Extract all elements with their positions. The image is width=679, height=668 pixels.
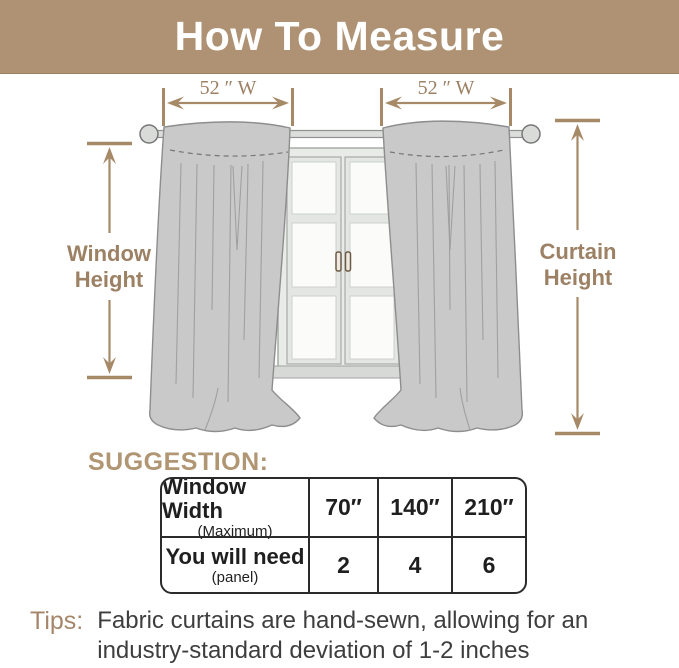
tips-note	[30, 606, 657, 666]
page-title: How To Measure	[174, 13, 505, 59]
curtain-panel-left	[150, 122, 300, 432]
table-cell-width-210: 210″	[451, 479, 525, 536]
window-sill	[268, 366, 416, 378]
panel-width-label-right: 52 ″ W	[417, 77, 475, 99]
table-cell-width-140: 140″	[377, 479, 451, 536]
table-cell-panels-4: 4	[377, 536, 451, 592]
table-header-you-will-need: You will need (panel)	[162, 536, 308, 592]
table-cell-panels-2: 2	[308, 536, 377, 592]
table-cell-width-70: 70″	[308, 479, 377, 536]
table-cell-panels-6: 6	[451, 536, 525, 592]
window-left-sash	[287, 157, 341, 364]
panel-width-label-left: 52 ″ W	[199, 77, 257, 99]
window-height-label: Window Height	[66, 241, 152, 292]
curtain-panel-right	[374, 121, 522, 431]
suggestion-heading: SUGGESTION:	[88, 448, 269, 476]
tips-label: Tips:	[30, 607, 84, 635]
table-header-window-width: Window Width (Maximum)	[162, 477, 273, 540]
tips-text: Fabric curtains are hand-sewn, allowing for an industry-standard deviation of 1-2 inches	[97, 607, 589, 664]
curtain-height-label: Curtain Height	[539, 239, 617, 290]
panel-suggestion-table	[160, 477, 527, 594]
rod-finial-left	[140, 125, 158, 143]
rod-finial-right	[522, 125, 540, 143]
